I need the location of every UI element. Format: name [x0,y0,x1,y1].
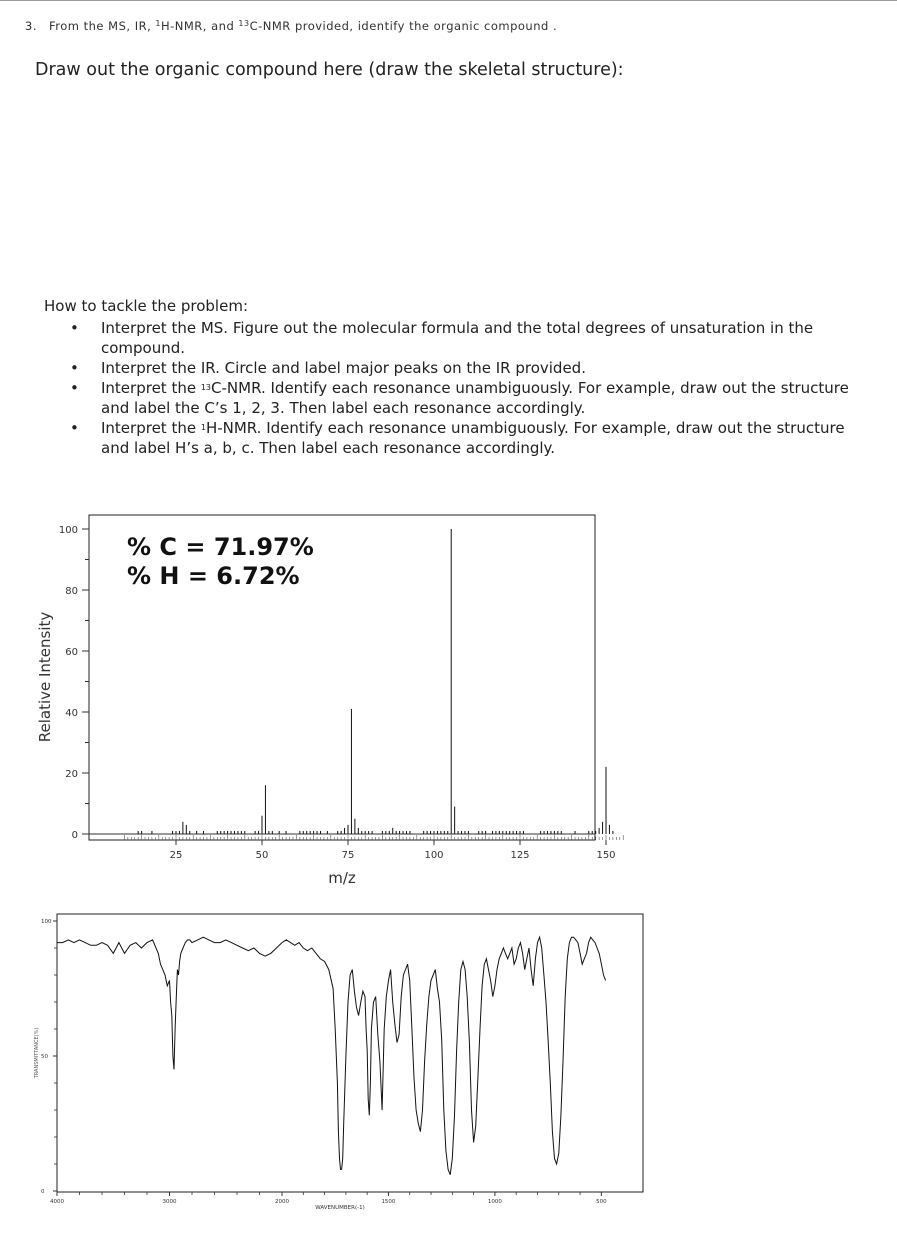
ms-x-tick-label: 50 [255,850,269,861]
ir-x-axis-label: WAVENUMBER(-1) [315,1205,365,1211]
question-text-post: C-NMR provided, identify the organic compound . [249,19,558,33]
ms-x-tick-label: 75 [341,850,355,861]
ms-y-axis-label: Relative Intensity [36,611,54,743]
question-sup-1: 1 [155,19,161,28]
ms-y-tick-label: 20 [65,769,78,780]
step-h1-pre: Interpret the [101,419,201,437]
ir-y-tick-label: 50 [41,1054,48,1060]
ir-x-tick-label: 3000 [162,1199,177,1205]
ir-x-tick-label: 2000 [275,1199,289,1205]
question-sup-13: 13 [238,19,250,28]
step-h1-post: H-NMR. Identify each resonance unambiguously. For example, draw out the structure and label H’s a, b, c. Then label each resonance accordingly. [101,419,845,457]
ms-y-tick-label: 100 [58,525,78,536]
draw-prompt: Draw out the organic compound here (draw the skeletal structure): [35,60,624,80]
ir-x-tick-label: 4000 [50,1199,64,1205]
ir-x-tick-label: 500 [596,1199,607,1205]
ir-y-tick-label: 100 [41,919,52,925]
ir-x-tick-label: 1500 [381,1199,396,1205]
ir-y-axis-label: TRANSMITTANCE(%) [34,1027,40,1079]
ir-x-tick-label: 1000 [487,1199,502,1205]
mass-spectrum-chart [0,505,897,890]
ms-y-tick-label: 80 [65,586,78,597]
top-rule [0,0,897,1]
step-c13-post: C-NMR. Identify each resonance unambiguously. For example, draw out the structure and label the C’s 1, 2, 3. Then label each resonance accordingly. [101,379,849,417]
ms-x-tick-label: 25 [169,850,183,861]
question-text-pre: From the MS, IR, [48,19,156,33]
ms-x-tick-label: 125 [510,850,530,861]
steps-list [62,318,862,458]
ir-transmittance-line [57,937,606,1175]
step-h1 [62,418,862,458]
ms-y-tick-label: 60 [65,647,78,658]
ms-x-tick-label: 100 [424,850,444,861]
ms-annotation-c: % C = 71.97% [127,533,314,561]
question-text-mid: H-NMR, and [160,19,239,33]
ms-y-tick-label: 40 [65,708,78,719]
howto-title: How to tackle the problem: [44,297,248,315]
question-number: 3. [25,19,37,33]
step-ms: • Interpret the MS. Figure out the molecular formula and the total degrees of unsaturation in the compound. [62,318,862,358]
ir-spectrum-chart [0,905,897,1225]
ir-frame [57,914,643,1192]
step-h1-sup: 1 [200,423,206,432]
step-c13 [62,378,862,418]
step-ir: • Interpret the IR. Circle and label major peaks on the IR provided. [62,358,862,378]
step-c13-pre: Interpret the [101,379,201,397]
ms-x-tick-label: 150 [596,850,616,861]
question-line [25,19,557,33]
ms-x-axis-label: m/z [328,869,356,887]
ir-y-tick-label: 0 [41,1189,45,1195]
ms-annotation-h: % H = 6.72% [127,562,300,590]
step-c13-sup: 13 [200,383,212,392]
ms-y-tick-label: 0 [71,830,78,841]
